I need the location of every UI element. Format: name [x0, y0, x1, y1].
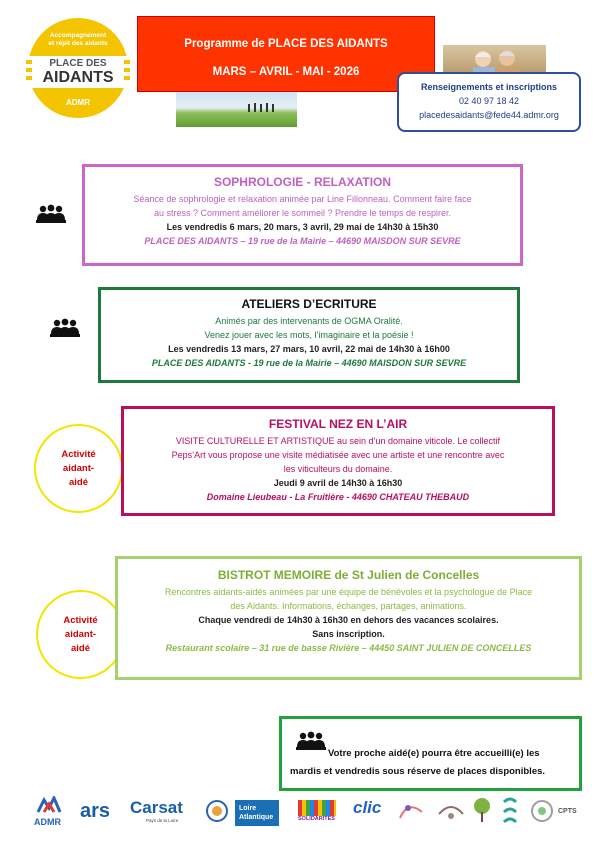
group-icon: [50, 318, 80, 343]
walkers-photo: [176, 92, 297, 127]
partner-logos: [32, 796, 582, 836]
event-desc: VISITE CULTURELLE ET ARTISTIQUE au sein d’un domaine viticole. Le collectif: [175, 436, 501, 446]
ars-logo: ars: [80, 800, 111, 822]
program-title: [137, 16, 435, 92]
event-title: SOPHROLOGIE - RELAXATION: [213, 175, 392, 189]
contact-phone[interactable]: 02 40 97 18 42: [458, 96, 520, 106]
event-desc: Animés par des intervenants de OGMA Oralité.: [215, 316, 403, 326]
clic-logo: clic: [353, 798, 382, 817]
event-title: FESTIVAL NEZ EN L’AIR: [268, 417, 408, 431]
logo-line4: AIDANTS: [42, 69, 114, 86]
event-note: Sans inscription.: [312, 629, 385, 639]
contact-box: [397, 72, 581, 132]
solidarites-label: SOLIDARITES: [298, 816, 335, 822]
logo-line1: Accompagnement: [49, 32, 107, 39]
seniors-photo: [443, 45, 546, 75]
event-desc: les viticulteurs du domaine.: [283, 464, 393, 474]
gesture-logo: [396, 800, 426, 827]
event-location: Domaine Lieubeau - La Fruitière - 44690 CHATEAU THEBAUD: [206, 492, 470, 502]
logo-line3: PLACE DES: [49, 58, 107, 69]
event-date: Jeudi 9 avril de 14h30 à 16h30: [273, 478, 403, 488]
logo-line2: et répit des aidants: [48, 40, 108, 47]
contact-email[interactable]: placedesaidants@fede44.admr.org: [419, 110, 559, 120]
event-desc: Venez jouer avec les mots, l’imaginaire et la poésie !: [204, 330, 414, 340]
event-location: PLACE DES AIDANTS – 19 rue de la Mairie – 44690 MAISDON SUR SEVRE: [144, 236, 461, 246]
event-desc: Peps’Art vous propose une visite médiatisée avec une artiste et une rencontre avec: [171, 450, 505, 460]
contact-heading: Renseignements et inscriptions: [420, 82, 558, 92]
event-bistrot-memoire: [115, 556, 582, 680]
badge-line2: aidant-: [62, 463, 95, 474]
event-title: BISTROT MEMOIRE de St Julien de Concelles: [217, 568, 480, 582]
partner-logo: [436, 800, 466, 827]
event-location: PLACE DES AIDANTS - 19 rue de la Mairie – 44690 MAISDON SUR SEVRE: [151, 358, 467, 368]
event-ateliers-ecriture: [98, 287, 520, 383]
group-icon: [296, 731, 326, 758]
place-des-aidants-logo: [20, 18, 136, 118]
wave-logo: [500, 796, 520, 835]
badge-line3: aidé: [68, 477, 88, 488]
badge-line3: aidé: [70, 643, 90, 654]
badge-line1: Activité: [61, 449, 96, 460]
badge-line1: Activité: [63, 615, 98, 626]
event-date: Les vendredis 6 mars, 20 mars, 3 avril, 29 mai de 14h30 à 15h30: [166, 222, 439, 232]
event-desc: Séance de sophrologie et relaxation animée par Line Fillonneau. Comment faire face: [133, 194, 472, 204]
carsat-label: Carsat: [130, 798, 183, 817]
event-title: ATELIERS D’ECRITURE: [241, 297, 377, 311]
event-date: Les vendredis 13 mars, 27 mars, 10 avril, 22 mai de 14h30 à 16h00: [168, 344, 450, 354]
admr-logo: [34, 796, 64, 827]
group-icon: [36, 204, 66, 229]
badge-line2: aidant-: [64, 629, 97, 640]
activity-badge: [34, 424, 123, 513]
event-desc: des Aidants. Informations, échanges, partages, animations.: [230, 601, 467, 611]
event-location: Restaurant scolaire – 31 rue de basse Rivière – 44450 SAINT JULIEN DE CONCELLES: [165, 643, 532, 653]
title-line2: MARS – AVRIL - MAI - 2026: [212, 66, 360, 78]
event-desc: Rencontres aidants-aidés animées par une équipe de bénévoles et la psychologue de Place: [164, 587, 533, 597]
cpts-label: CPTS: [558, 808, 577, 815]
solidarites-logo: [298, 800, 336, 822]
notice-line2: mardis et vendredis sous réserve de places disponibles.: [290, 766, 546, 777]
notice-line1: Votre proche aidé(e) pourra être accueilli(e) les: [328, 748, 540, 759]
loire-atlantique-logo: Loire Atlantique: [235, 800, 279, 826]
title-line1: Programme de PLACE DES AIDANTS: [184, 38, 388, 50]
seal-logo: [206, 798, 228, 829]
event-festival-nez-en-lair: [121, 406, 555, 516]
notice-box: [279, 716, 582, 791]
carsat-logo: [130, 798, 183, 823]
event-date: Chaque vendredi de 14h30 à 16h30 en dehors des vacances scolaires.: [198, 615, 499, 625]
event-desc: au stress ? Comment améliorer le sommeil ? Prendre le temps de respirer.: [153, 208, 452, 218]
admr-label: ADMR: [34, 817, 61, 827]
tree-logo: [472, 796, 492, 831]
activity-badge: [36, 590, 125, 679]
cpts-logo: [528, 798, 558, 829]
logo-line5: ADMR: [66, 98, 90, 107]
carsat-sub: Pays de la Loire: [146, 818, 179, 823]
event-sophrologie: [82, 164, 523, 266]
